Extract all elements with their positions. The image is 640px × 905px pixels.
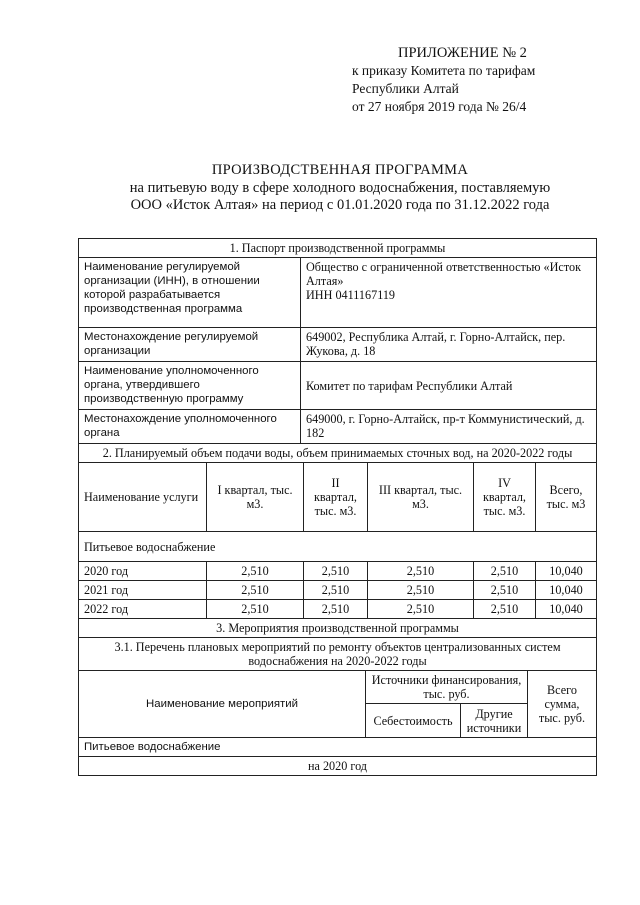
col-other-sources: Другие источники bbox=[461, 704, 528, 738]
title-main: ПРОИЗВОДСТВЕННАЯ ПРОГРАММА bbox=[211, 162, 469, 178]
col-q3: III квартал, тыс. м3. bbox=[368, 463, 474, 532]
section3-subheader: 3.1. Перечень плановых мероприятий по ремонту объектов централизованных систем водоснабжения на 2020-2022 годы bbox=[79, 638, 597, 671]
passport-value: Комитет по тарифам Республики Алтай bbox=[301, 362, 597, 410]
row-year: 2021 год bbox=[79, 581, 207, 600]
title-period: ООО «Исток Алтая» на период с 01.01.2020 года по 31.12.2022 года bbox=[130, 197, 550, 213]
cell-q3: 2,510 bbox=[368, 600, 474, 619]
row-year: 2020 год bbox=[79, 562, 207, 581]
col-q2: II квартал, тыс. м3. bbox=[304, 463, 368, 532]
cell-q2: 2,510 bbox=[304, 600, 368, 619]
appendix-title: ПРИЛОЖЕНИЕ № 2 bbox=[398, 45, 527, 61]
cell-q3: 2,510 bbox=[368, 581, 474, 600]
group-label: Питьевое водоснабжение bbox=[79, 738, 597, 757]
appendix-line: Республики Алтай bbox=[352, 81, 459, 96]
passport-value bbox=[301, 258, 597, 328]
col-total: Всего, тыс. м3 bbox=[536, 463, 597, 532]
passport-label: Местонахождение регулируемой организации bbox=[79, 328, 301, 362]
cell-q1: 2,510 bbox=[207, 600, 304, 619]
row-year: 2022 год bbox=[79, 600, 207, 619]
passport-label: Местонахождение уполномоченного органа bbox=[79, 410, 301, 444]
passport-label: Наименование регулируемой организации (ИНН), в отношении которой разрабатывается производственная программа bbox=[79, 258, 301, 328]
cell-q4: 2,510 bbox=[474, 581, 536, 600]
appendix-block bbox=[352, 44, 622, 116]
cell-total: 10,040 bbox=[536, 581, 597, 600]
appendix-line: к приказу Комитета по тарифам bbox=[352, 63, 536, 78]
cell-q1: 2,510 bbox=[207, 562, 304, 581]
col-measure-name: Наименование мероприятий bbox=[79, 671, 366, 738]
cell-q2: 2,510 bbox=[304, 581, 368, 600]
cell-q4: 2,510 bbox=[474, 562, 536, 581]
cell-q1: 2,510 bbox=[207, 581, 304, 600]
passport-label: Наименование уполномоченного органа, утвердившего производственную программу bbox=[79, 362, 301, 410]
section1-header: 1. Паспорт производственной программы bbox=[79, 239, 597, 258]
passport-table bbox=[78, 238, 597, 444]
cell-q3: 2,510 bbox=[368, 562, 474, 581]
cell-total: 10,040 bbox=[536, 600, 597, 619]
col-q4: IV квартал, тыс. м3. bbox=[474, 463, 536, 532]
col-q1: I квартал, тыс. м3. bbox=[207, 463, 304, 532]
col-total-sum: Всего сумма, тыс. руб. bbox=[528, 671, 597, 738]
section3-header: 3. Мероприятия производственной программы bbox=[79, 619, 597, 638]
col-cost: Себестоимость bbox=[366, 704, 461, 738]
col-service-name: Наименование услуги bbox=[79, 463, 207, 532]
passport-value-line: Общество с ограниченной ответственностью «Исток Алтая» bbox=[306, 260, 582, 288]
volume-table bbox=[78, 443, 597, 619]
passport-value: 649002, Республика Алтай, г. Горно-Алтайск, пер. Жукова, д. 18 bbox=[301, 328, 597, 362]
appendix-date: от 27 ноября 2019 года № 26/4 bbox=[352, 99, 527, 114]
cell-q4: 2,510 bbox=[474, 600, 536, 619]
title-subtitle: на питьевую воду в сфере холодного водоснабжения, поставляемую bbox=[129, 179, 551, 196]
document-title bbox=[60, 162, 620, 215]
passport-value: 649000, г. Горно-Алтайск, пр-т Коммунистический, д. 182 bbox=[301, 410, 597, 444]
section2-header: 2. Планируемый объем подачи воды, объем принимаемых сточных вод, на 2020-2022 годы bbox=[79, 444, 597, 463]
cell-total: 10,040 bbox=[536, 562, 597, 581]
passport-value-inn: ИНН 0411167119 bbox=[306, 288, 396, 302]
measures-table bbox=[78, 618, 597, 776]
cell-q2: 2,510 bbox=[304, 562, 368, 581]
col-funding-sources: Источники финансирования, тыс. руб. bbox=[366, 671, 528, 704]
year-row: на 2020 год bbox=[79, 757, 597, 776]
group-label: Питьевое водоснабжение bbox=[79, 532, 597, 562]
program-table bbox=[78, 238, 597, 776]
